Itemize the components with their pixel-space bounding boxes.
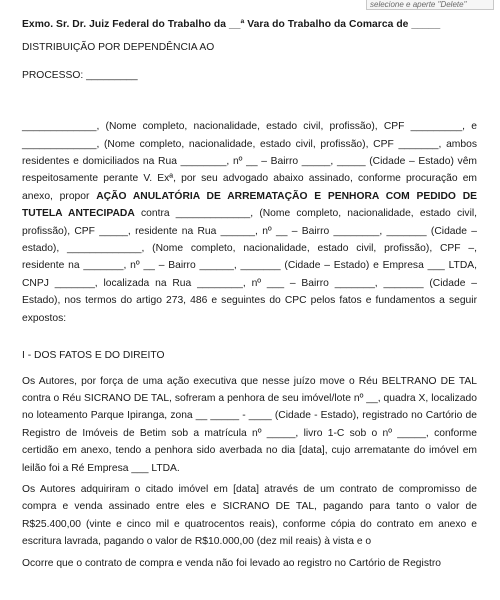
action-title: AÇÃO ANULATÓRIA DE ARREMATAÇÃO E PENHORA COM PEDIDO DE TUTELA ANTECIPADA bbox=[22, 190, 477, 220]
document-title: Exmo. Sr. Dr. Juiz Federal do Trabalho da __ª Vara do Trabalho da Comarca de _____ bbox=[22, 19, 441, 30]
delete-hint-box[interactable]: selecione e aperte "Delete" bbox=[366, 0, 494, 10]
facts-paragraph-3: Ocorre que o contrato de compra e venda não foi levado ao registro no Cartório de Registro bbox=[22, 557, 441, 569]
document-page bbox=[22, 16, 477, 576]
process-line: PROCESSO: _________ bbox=[22, 69, 138, 81]
intro-part-2: contra _____________, (Nome completo, nacionalidade, estado civil, profissão), CPF _____, residente na Rua ______, nº __ – Bairro ________, _______ (Cidade – estado), _____________, (Nome completo, nacionalidade, estado civil, profissão), CPF –, residente na _______, nº __ – Bairro ______, _______ (Cidade – Estado) e Empresa ___ LTDA, CNPJ _______, localizada na Rua ________, nº ___ – Bairro _______, _______ (Cidade – Estado), nos termos do artigo 273, 486 e seguintes do CPC pelos fatos e fundamentos a seguir expostos: bbox=[22, 208, 477, 324]
section-heading: I - DOS FATOS E DO DIREITO bbox=[22, 350, 165, 362]
distribution-line: DISTRIBUIÇÃO POR DEPENDÊNCIA AO bbox=[22, 42, 215, 54]
facts-paragraph-2: Os Autores adquiriram o citado imóvel em [data] através de um contrato de compromisso de compra e venda assinado entre eles e SICRANO DE TAL, pagando para tanto o valor de R$25.400,00 (vinte e cinco mil e quatrocentos reais), conforme cópia do contrato em anexo e escritura lavrada, pagando o valor de R$10.000,00 (dez mil reais) à vista e o bbox=[22, 483, 477, 548]
page-fade-overlay bbox=[0, 578, 500, 600]
top-toolbar bbox=[0, 0, 500, 12]
facts-paragraph-1: Os Autores, por força de uma ação executiva que nesse juízo move o Réu BELTRANO DE TAL contra o Réu SICRANO DE TAL, sofreram a penhora de seu imóvel/lote nº __, quadra X, localizado no loteamento Parque Ipiranga, zona __ _____ - ____ (Cidade - Estado), registrado no Cartório de Registro de Imóveis de Betim sob a matrícula nº _____, livro 1-C sob o nº _____, conforme certidão em anexo, tendo a penhora sido averbada no dia [data], cujo arrematante do imóvel em leilão foi a Ré Empresa ___ LTDA. bbox=[22, 375, 477, 474]
intro-paragraph bbox=[22, 118, 477, 327]
intro-part-1: _____________, (Nome completo, nacionalidade, estado civil, profissão), CPF _________, e _____________, (Nome completo, nacionalidade, estado civil, profissão), CPF _______, ambos residentes e domiciliados na Rua ________, nº __ – Bairro _____, _____ (Cidade – Estado) vêm respeitosamente perante V. Exª, por seu advogado abaixo assinado, conforme procuração em anexo, propor bbox=[22, 121, 477, 202]
